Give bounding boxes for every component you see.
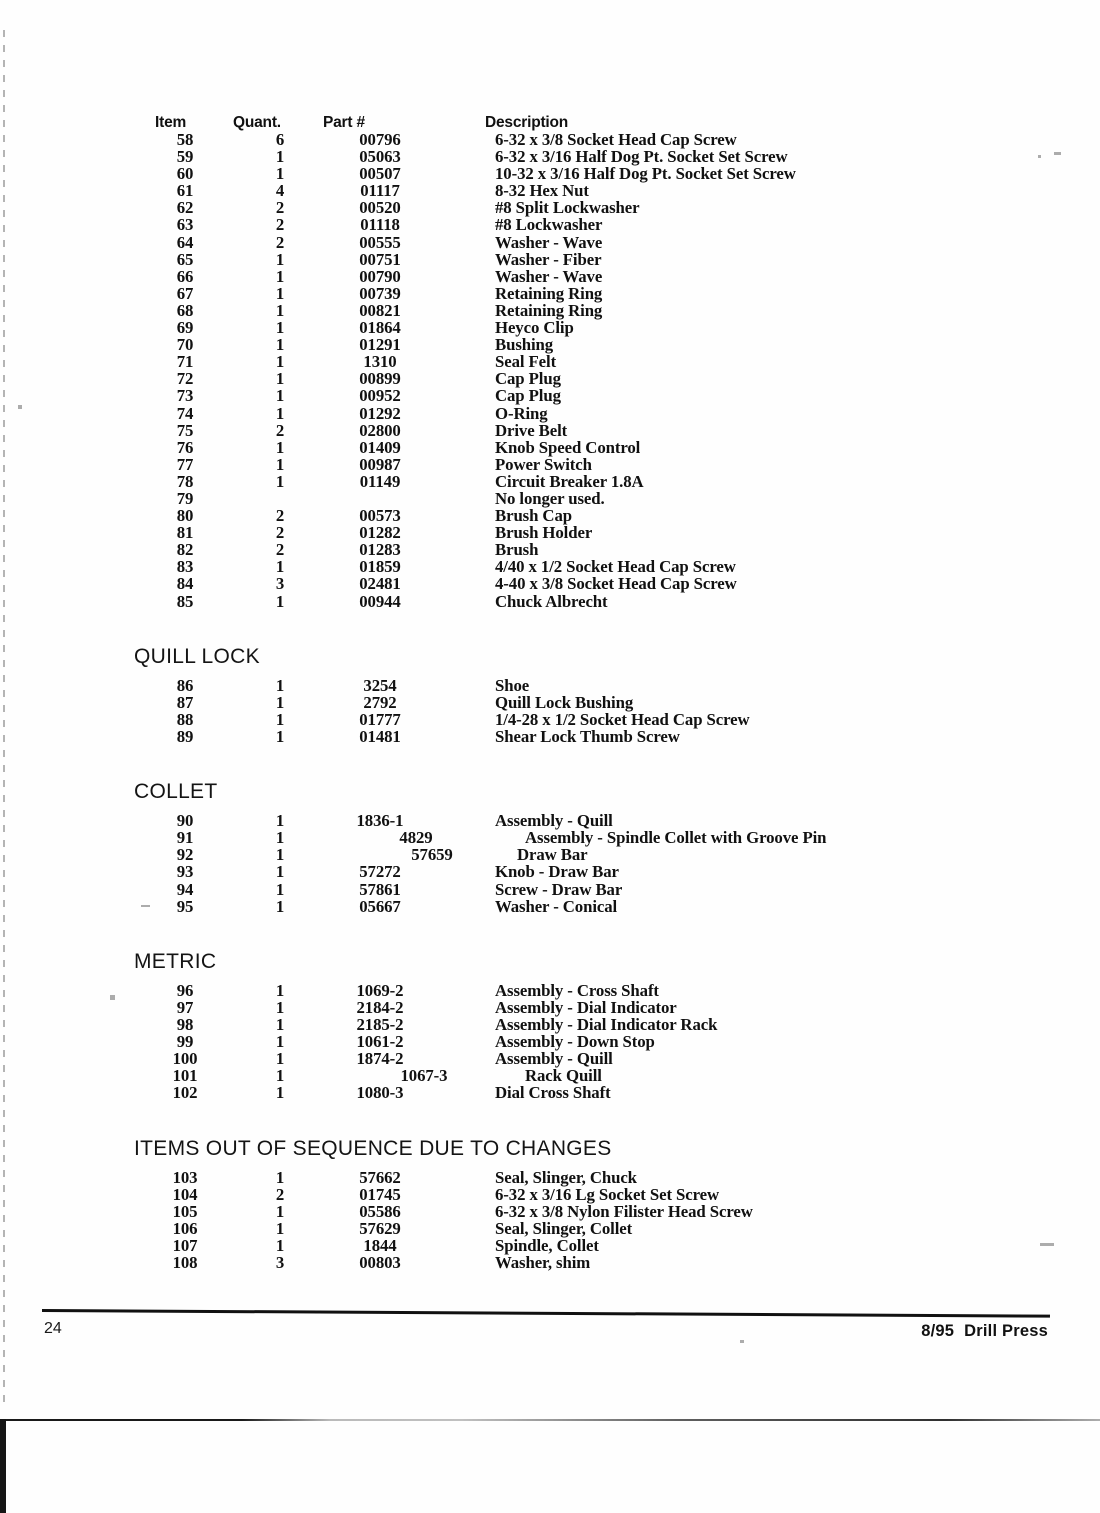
cell-item-number: 99 [176, 1032, 194, 1052]
footer-title: Drill Press [964, 1322, 1048, 1340]
table-row [155, 285, 1085, 302]
cell-part-number: 00899 [359, 369, 401, 389]
cell-description: Shoe [495, 675, 530, 695]
table-row [155, 251, 1085, 268]
cell-item-number: 61 [176, 181, 194, 201]
cell-item-number: 108 [172, 1252, 198, 1272]
cell-description: Circuit Breaker 1.8A [495, 471, 644, 491]
cell-description: Brush Cap [495, 506, 572, 526]
table-row [155, 182, 1085, 199]
cell-quantity: 4 [275, 181, 285, 201]
cell-quantity: 1 [275, 980, 285, 1000]
cell-part-number: 02800 [359, 420, 401, 440]
cell-description: Rack Quill [525, 1066, 602, 1086]
cell-item-number: 95 [176, 896, 194, 916]
table-row [155, 131, 1085, 148]
cell-part-number: 00944 [359, 591, 401, 611]
table-row [155, 1220, 1085, 1237]
cell-description: Seal, Slinger, Chuck [495, 1167, 637, 1187]
cell-description: Washer, shim [495, 1252, 591, 1272]
table-row [155, 439, 1085, 456]
cell-part-number: 00555 [359, 232, 401, 252]
cell-description: 6-32 x 3/16 Half Dog Pt. Socket Set Screw [495, 147, 788, 167]
cell-part-number: 00573 [359, 506, 401, 526]
cell-item-number: 59 [176, 147, 194, 167]
cell-description: 6-32 x 3/8 Nylon Filister Head Screw [495, 1201, 753, 1221]
table-row [155, 1254, 1085, 1271]
cell-item-number: 102 [172, 1083, 198, 1103]
table-row [155, 728, 1085, 745]
section-heading: COLLET [134, 780, 218, 804]
table-row [155, 881, 1085, 898]
table-row [155, 575, 1085, 592]
table-row [155, 302, 1085, 319]
cell-part-number: 57629 [359, 1218, 401, 1238]
table-row [155, 846, 1085, 863]
cell-quantity: 1 [275, 709, 285, 729]
cell-item-number: 103 [172, 1167, 198, 1187]
cell-item-number: 70 [176, 335, 194, 355]
cell-description: 4-40 x 3/8 Socket Head Cap Screw [495, 574, 737, 594]
cell-quantity: 2 [275, 215, 285, 235]
table-row [155, 148, 1085, 165]
cell-description: 4/40 x 1/2 Socket Head Cap Screw [495, 557, 736, 577]
cell-quantity: 2 [275, 420, 285, 440]
scan-speck [110, 995, 115, 1000]
table-row [155, 507, 1085, 524]
table-row [155, 387, 1085, 404]
cell-quantity: 1 [275, 1235, 285, 1255]
cell-item-number: 58 [176, 130, 194, 149]
cell-quantity: 1 [275, 1014, 285, 1034]
cell-description: Shear Lock Thumb Screw [495, 727, 680, 747]
cell-item-number: 65 [176, 249, 194, 269]
footer-page-number: 24 [44, 1320, 62, 1337]
table-row [155, 541, 1085, 558]
cell-item-number: 98 [176, 1014, 194, 1034]
cell-part-number: 00796 [359, 130, 401, 149]
parts-section-rows [155, 1169, 1085, 1272]
cell-part-number: 4829 [399, 828, 433, 848]
cell-item-number: 69 [176, 318, 194, 338]
cell-item-number: 76 [176, 437, 194, 457]
parts-section-rows [155, 131, 1085, 610]
cell-item-number: 86 [176, 675, 194, 695]
table-row [155, 370, 1085, 387]
cell-quantity: 1 [275, 811, 285, 831]
cell-quantity: 1 [275, 318, 285, 338]
cell-part-number: 01292 [359, 403, 401, 423]
cell-part-number: 01409 [359, 437, 401, 457]
cell-part-number: 01777 [359, 709, 401, 729]
cell-item-number: 85 [176, 591, 194, 611]
table-row [155, 234, 1085, 251]
cell-part-number: 1874-2 [356, 1049, 404, 1069]
table-row [155, 1186, 1085, 1203]
cell-part-number: 01282 [359, 523, 401, 543]
cell-part-number: 1061-2 [356, 1032, 404, 1052]
table-row [155, 999, 1085, 1016]
cell-quantity: 3 [275, 574, 285, 594]
table-row [155, 711, 1085, 728]
cell-part-number: 57659 [411, 845, 453, 865]
scan-speck [141, 905, 150, 907]
cell-description: Retaining Ring [495, 283, 603, 303]
table-row [155, 898, 1085, 915]
cell-item-number: 89 [176, 727, 194, 747]
cell-quantity: 1 [275, 386, 285, 406]
cell-part-number: 02481 [359, 574, 401, 594]
cell-description: Washer - Conical [495, 896, 618, 916]
cell-quantity: 2 [275, 506, 285, 526]
cell-item-number: 80 [176, 506, 194, 526]
table-row [155, 1169, 1085, 1186]
cell-item-number: 64 [176, 232, 194, 252]
cell-quantity: 1 [275, 1218, 285, 1238]
cell-quantity: 2 [275, 1184, 285, 1204]
cell-quantity: 1 [275, 147, 285, 167]
cell-quantity: 1 [275, 403, 285, 423]
cell-quantity: 1 [275, 1049, 285, 1069]
table-row [155, 694, 1085, 711]
cell-part-number: 05667 [359, 896, 401, 916]
table-row [155, 812, 1085, 829]
cell-quantity: 1 [275, 369, 285, 389]
cell-part-number: 00803 [359, 1252, 401, 1272]
table-row [155, 216, 1085, 233]
cell-item-number: 81 [176, 523, 194, 543]
cell-item-number: 78 [176, 471, 194, 491]
cell-quantity: 1 [275, 454, 285, 474]
cell-item-number: 84 [176, 574, 194, 594]
scan-edge-artifact-bottom [0, 1419, 1100, 1421]
cell-item-number: 106 [172, 1218, 198, 1238]
cell-item-number: 72 [176, 369, 194, 389]
table-row [155, 405, 1085, 422]
cell-part-number: 00739 [359, 283, 401, 303]
cell-item-number: 104 [172, 1184, 198, 1204]
cell-part-number: 00790 [359, 266, 401, 286]
cell-part-number: 01149 [359, 471, 401, 491]
cell-quantity: 2 [275, 232, 285, 252]
cell-quantity: 3 [275, 1252, 285, 1272]
cell-item-number: 66 [176, 266, 194, 286]
cell-description: 10-32 x 3/16 Half Dog Pt. Socket Set Screw [495, 164, 796, 184]
cell-description: Spindle, Collet [495, 1235, 599, 1255]
cell-part-number: 57272 [359, 862, 401, 882]
cell-quantity: 2 [275, 540, 285, 560]
cell-quantity: 1 [275, 692, 285, 712]
cell-part-number: 57662 [359, 1167, 401, 1187]
cell-quantity: 1 [275, 266, 285, 286]
cell-part-number: 1836-1 [356, 811, 404, 831]
table-row [155, 1050, 1085, 1067]
cell-item-number: 60 [176, 164, 194, 184]
table-row [155, 336, 1085, 353]
cell-part-number: 00507 [359, 164, 401, 184]
cell-part-number: 1067-3 [400, 1066, 448, 1086]
cell-quantity: 1 [275, 1066, 285, 1086]
footer-divider-rule [42, 1309, 1050, 1318]
cell-item-number: 71 [176, 352, 194, 372]
cell-quantity: 1 [275, 437, 285, 457]
cell-part-number: 00520 [359, 198, 401, 218]
cell-description: Bushing [495, 335, 554, 355]
cell-description: #8 Split Lockwasher [495, 198, 640, 218]
cell-item-number: 94 [176, 879, 194, 899]
cell-description: Dial Cross Shaft [495, 1083, 611, 1103]
cell-description: Quill Lock Bushing [495, 692, 634, 712]
column-header-part-number: Part # [323, 114, 365, 131]
cell-description: Assembly - Dial Indicator [495, 997, 677, 1017]
table-row [155, 677, 1085, 694]
cell-quantity: 1 [275, 1167, 285, 1187]
cell-item-number: 91 [176, 828, 194, 848]
cell-quantity: 1 [275, 557, 285, 577]
scan-edge-artifact-left [3, 30, 5, 1410]
cell-quantity: 1 [275, 896, 285, 916]
cell-description: No longer used. [495, 488, 605, 508]
table-row [155, 1067, 1085, 1084]
cell-description: Washer - Wave [495, 232, 603, 252]
cell-part-number: 05063 [359, 147, 401, 167]
table-row [155, 268, 1085, 285]
cell-description: Chuck Albrecht [495, 591, 608, 611]
parts-section-rows [155, 982, 1085, 1102]
cell-item-number: 62 [176, 198, 194, 218]
cell-description: Seal, Slinger, Collet [495, 1218, 633, 1238]
cell-quantity: 2 [275, 198, 285, 218]
cell-part-number: 00952 [359, 386, 401, 406]
cell-description: 6-32 x 3/16 Lg Socket Set Screw [495, 1184, 720, 1204]
cell-part-number: 01745 [359, 1184, 401, 1204]
cell-quantity: 1 [275, 828, 285, 848]
cell-item-number: 83 [176, 557, 194, 577]
cell-item-number: 93 [176, 862, 194, 882]
cell-description: 6-32 x 3/8 Socket Head Cap Screw [495, 130, 737, 149]
cell-quantity: 1 [275, 352, 285, 372]
cell-part-number: 1310 [363, 352, 397, 372]
cell-quantity: 1 [275, 1201, 285, 1221]
cell-quantity: 1 [275, 249, 285, 269]
cell-item-number: 97 [176, 997, 194, 1017]
cell-part-number: 1844 [363, 1235, 397, 1255]
cell-item-number: 107 [172, 1235, 198, 1255]
cell-part-number: 01117 [360, 181, 400, 201]
cell-item-number: 73 [176, 386, 194, 406]
scan-speck [740, 1340, 744, 1343]
cell-item-number: 87 [176, 692, 194, 712]
cell-item-number: 105 [172, 1201, 198, 1221]
cell-quantity: 1 [275, 1083, 285, 1103]
cell-description: Assembly - Down Stop [495, 1032, 655, 1052]
cell-part-number: 3254 [363, 675, 397, 695]
cell-description: 1/4-28 x 1/2 Socket Head Cap Screw [495, 709, 750, 729]
cell-item-number: 90 [176, 811, 194, 831]
table-row [155, 456, 1085, 473]
parts-section-rows [155, 812, 1085, 915]
table-row [155, 1016, 1085, 1033]
cell-part-number: 00821 [359, 300, 401, 320]
cell-description: Assembly - Quill [495, 811, 613, 831]
cell-quantity: 1 [275, 164, 285, 184]
table-row [155, 1237, 1085, 1254]
footer-date: 8/95 [921, 1322, 955, 1340]
table-row [155, 829, 1085, 846]
cell-item-number: 92 [176, 845, 194, 865]
parts-section-rows [155, 677, 1085, 745]
section-heading: QUILL LOCK [134, 644, 260, 668]
table-row [155, 165, 1085, 182]
table-row [155, 558, 1085, 575]
column-header-quantity: Quant. [233, 114, 281, 131]
cell-item-number: 101 [172, 1066, 198, 1086]
cell-part-number: 05586 [359, 1201, 401, 1221]
table-row [155, 199, 1085, 216]
cell-part-number: 57861 [359, 879, 401, 899]
cell-description: Knob Speed Control [495, 437, 641, 457]
cell-description: Drive Belt [495, 420, 568, 440]
cell-item-number: 67 [176, 283, 194, 303]
cell-part-number: 01481 [359, 727, 401, 747]
cell-item-number: 74 [176, 403, 194, 423]
table-row [155, 593, 1085, 610]
cell-part-number: 01283 [359, 540, 401, 560]
cell-quantity: 1 [275, 879, 285, 899]
cell-item-number: 68 [176, 300, 194, 320]
column-header-description: Description [485, 114, 569, 131]
cell-part-number: 1069-2 [356, 980, 404, 1000]
cell-description: Washer - Wave [495, 266, 603, 286]
table-row [155, 319, 1085, 336]
cell-description: 8-32 Hex Nut [495, 181, 589, 201]
cell-description: Retaining Ring [495, 300, 603, 320]
cell-description: Assembly - Cross Shaft [495, 980, 659, 1000]
cell-quantity: 1 [275, 591, 285, 611]
section-heading: METRIC [134, 949, 217, 973]
cell-description: Brush [495, 540, 539, 560]
cell-part-number: 00987 [359, 454, 401, 474]
cell-quantity: 1 [275, 335, 285, 355]
table-row [155, 863, 1085, 880]
cell-quantity: 1 [275, 1032, 285, 1052]
table-row [155, 524, 1085, 541]
cell-part-number: 2792 [363, 692, 397, 712]
cell-description: Draw Bar [517, 845, 588, 865]
cell-part-number: 2185-2 [356, 1014, 404, 1034]
cell-quantity: 2 [275, 523, 285, 543]
cell-quantity: 6 [275, 130, 285, 149]
table-row [155, 1203, 1085, 1220]
cell-description: O-Ring [495, 403, 548, 423]
cell-quantity: 1 [275, 283, 285, 303]
cell-description: Cap Plug [495, 386, 561, 406]
table-row [155, 422, 1085, 439]
cell-part-number: 00751 [359, 249, 401, 269]
cell-quantity: 1 [275, 300, 285, 320]
cell-part-number: 01859 [359, 557, 401, 577]
cell-description: Cap Plug [495, 369, 561, 389]
section-heading: ITEMS OUT OF SEQUENCE DUE TO CHANGES [134, 1136, 612, 1160]
cell-item-number: 96 [176, 980, 194, 1000]
table-row [155, 490, 1085, 507]
cell-quantity: 1 [275, 727, 285, 747]
cell-description: Power Switch [495, 454, 592, 474]
cell-part-number: 01864 [359, 318, 401, 338]
cell-item-number: 77 [176, 454, 194, 474]
cell-item-number: 79 [176, 488, 194, 508]
footer-document-label [921, 1322, 1048, 1341]
cell-description: #8 Lockwasher [495, 215, 603, 235]
table-row [155, 1033, 1085, 1050]
cell-quantity: 1 [275, 997, 285, 1017]
cell-part-number: 2184-2 [356, 997, 404, 1017]
table-row [155, 1084, 1085, 1101]
cell-item-number: 63 [176, 215, 194, 235]
scan-speck [18, 405, 22, 409]
cell-description: Assembly - Spindle Collet with Groove Pin [525, 828, 827, 848]
cell-description: Washer - Fiber [495, 249, 602, 269]
cell-part-number: 01291 [359, 335, 401, 355]
scan-edge-artifact-corner [0, 1419, 6, 1513]
cell-part-number: 01118 [360, 215, 400, 235]
cell-description: Seal Felt [495, 352, 557, 372]
table-row [155, 473, 1085, 490]
cell-item-number: 75 [176, 420, 194, 440]
cell-description: Assembly - Dial Indicator Rack [495, 1014, 718, 1034]
cell-description: Knob - Draw Bar [495, 862, 619, 882]
cell-quantity: 1 [275, 845, 285, 865]
cell-quantity: 1 [275, 862, 285, 882]
cell-quantity: 1 [275, 675, 285, 695]
cell-quantity: 1 [275, 471, 285, 491]
table-row [155, 353, 1085, 370]
cell-item-number: 100 [172, 1049, 198, 1069]
cell-description: Heyco Clip [495, 318, 574, 338]
cell-description: Brush Holder [495, 523, 593, 543]
cell-item-number: 88 [176, 709, 194, 729]
cell-description: Assembly - Quill [495, 1049, 613, 1069]
cell-item-number: 82 [176, 540, 194, 560]
table-row [155, 982, 1085, 999]
cell-part-number: 1080-3 [356, 1083, 404, 1103]
column-header-item: Item [155, 114, 187, 131]
cell-description: Screw - Draw Bar [495, 879, 623, 899]
